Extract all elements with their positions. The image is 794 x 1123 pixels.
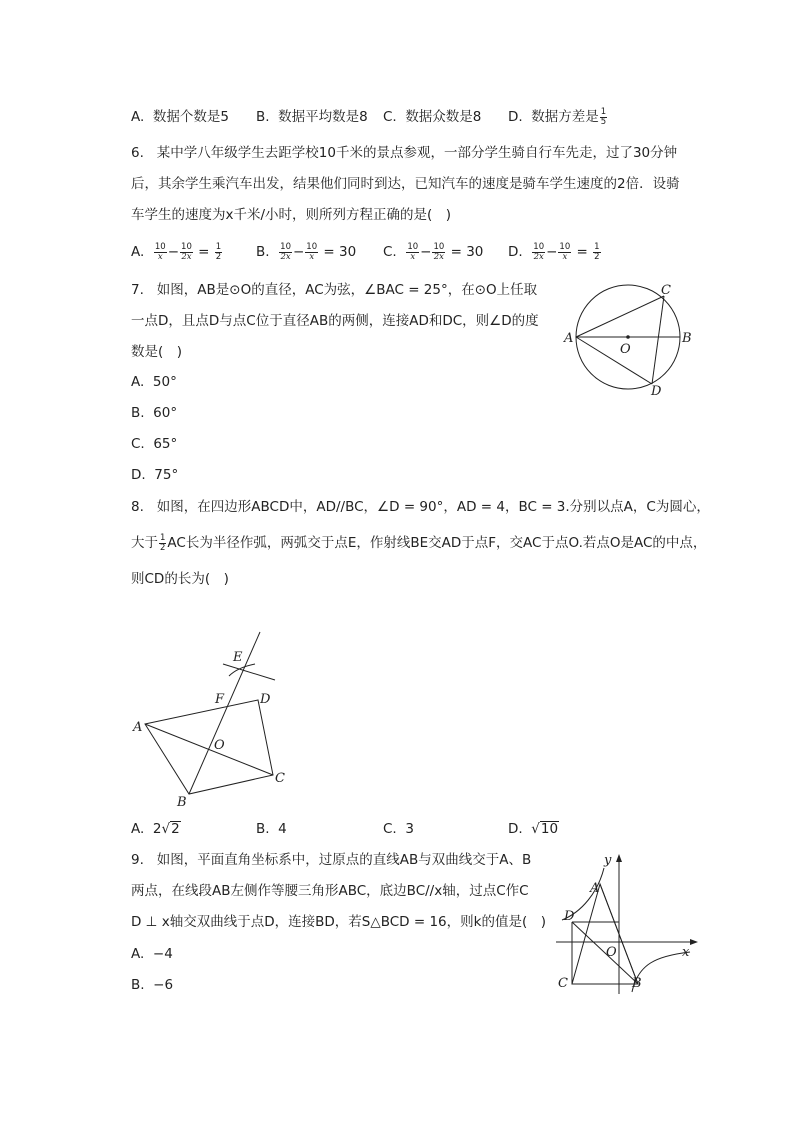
chord-dc [652, 296, 664, 384]
label-o: O [620, 342, 631, 357]
q8-option-b[interactable] [256, 819, 287, 839]
q8-option-d[interactable]: D. √10 [508, 821, 559, 837]
option-text: 75° [154, 467, 179, 483]
label-d: D [564, 909, 575, 924]
fraction: $\frac{10}{x}$ [306, 241, 318, 262]
q7-stem-line-1 [131, 280, 537, 300]
fraction: $\frac{1}{2}$ [160, 532, 166, 553]
segment-bd [572, 922, 638, 984]
y-axis-arrow [616, 854, 622, 862]
question-number: 6. [131, 145, 144, 161]
label-o: O [606, 945, 617, 960]
option-letter: A. [131, 821, 145, 837]
option-letter: D. [508, 244, 523, 260]
question-number: 7. [131, 282, 144, 298]
fraction: $\frac{10}{x}$ [559, 241, 571, 262]
q7-stem-line-2: 一点D，且点D与点C位于直径AB的两侧，连接AD和DC，则∠D的度 [131, 313, 539, 329]
radicand: 10 [540, 821, 559, 837]
label-a: A [590, 881, 600, 896]
label-d: D [651, 384, 662, 399]
q9-option-b[interactable] [131, 975, 173, 995]
option-text: 数据平均数是8 [278, 109, 368, 125]
label-y: y [604, 853, 612, 868]
option-letter: B. [256, 821, 270, 837]
label-c: C [558, 976, 568, 991]
q8-quadrilateral-figure [125, 628, 295, 813]
q9-stem-line-2: 两点，在线段AB左侧作等腰三角形ABC，底边BC//x轴，过点C作C [131, 883, 529, 899]
question-text: 如图，在四边形ABCD中，AD//BC，∠D = 90°，AD = 4，BC = 3.分别以点A，C为圆心， [156, 499, 710, 515]
q8-stem-line-2 [131, 533, 706, 553]
q7-option-c[interactable] [131, 434, 177, 454]
text-segment: 大于 [131, 535, 158, 551]
option-letter: C. [383, 109, 397, 125]
option-letter: B. [256, 244, 270, 260]
option-letter: A. [131, 109, 145, 125]
fraction: $\frac{1}{2}$ [215, 241, 222, 262]
question-number: 8. [131, 499, 144, 515]
fraction: $\frac{10}{x}$ [407, 241, 419, 262]
option-text: 数据众数是8 [405, 109, 482, 125]
fraction: $\frac{10}{2x}$ [433, 241, 445, 262]
question-text: 如图，平面直角坐标系中，过原点的直线AB与双曲线交于A、B [156, 852, 532, 868]
q6-stem-line-2: 后，其余学生乘汽车出发，结果他们同时到达，已知汽车的速度是骑车学生速度的2倍．设骑 [131, 176, 680, 192]
q6-option-a[interactable]: A. $\frac{10}{x}$ − $\frac{10}{2x}$ = $\frac{1}{2}$ [131, 241, 222, 262]
text-segment: AC长为半径作弧，两弧交于点E，作射线BE交AD于点F，交AC于点O.若点O是AC的中点， [167, 535, 707, 551]
option-text: 数据个数是5 [152, 109, 229, 125]
center-point [626, 335, 630, 339]
fraction: $\frac{10}{2x}$ [280, 241, 291, 262]
option-letter: A. [131, 946, 145, 962]
option-text: −4 [152, 946, 173, 962]
quadrilateral-abcd [145, 700, 273, 794]
option-text: 4 [278, 821, 287, 837]
label-b: B [177, 795, 187, 810]
label-d: D [260, 692, 271, 707]
option-letter: A. [131, 244, 145, 260]
q7-option-d[interactable] [131, 465, 178, 485]
option-letter: C. [131, 436, 145, 452]
radicand: 2 [171, 821, 180, 837]
question-text: 某中学八年级学生去距学校10千米的景点参观，一部分学生骑自行车先走，过了30分钟 [156, 145, 678, 161]
q5-option-b[interactable] [256, 107, 368, 127]
q8-stem-line-1 [131, 497, 710, 517]
q7-stem-line-3: 数是( ) [131, 344, 183, 360]
option-text: −6 [153, 977, 174, 993]
option-text: 数据方差是 [531, 109, 599, 125]
q6-stem-line-1 [131, 143, 677, 163]
q8-option-c[interactable] [383, 819, 414, 839]
fraction: $\frac{1}{2}$ [594, 241, 600, 262]
rhs-value: 30 [466, 244, 484, 260]
label-b: B [632, 976, 642, 991]
q6-option-d[interactable]: D. $\frac{10}{2x}$ − $\frac{10}{x}$ = $\frac{1}{2}$ [508, 241, 600, 262]
ray-be [189, 632, 260, 794]
fraction: $\frac{10}{2x}$ [533, 241, 545, 262]
q9-coordinate-figure [552, 852, 702, 997]
label-o: O [214, 738, 225, 753]
q8-stem-line-3: 则CD的长为( ) [131, 571, 229, 587]
option-letter: C. [383, 821, 397, 837]
q5-option-c[interactable] [383, 107, 481, 127]
arc-mark-1 [223, 664, 275, 680]
fraction: $\frac{1}{5}$ [600, 106, 607, 127]
x-axis-arrow [690, 939, 698, 945]
q8-option-a[interactable]: A. 2√2 [131, 821, 180, 837]
option-letter: B. [256, 109, 270, 125]
question-text: 如图，AB是⊙O的直径，AC为弦，∠BAC = 25°，在⊙O上任取 [156, 282, 538, 298]
label-e: E [233, 650, 243, 665]
q5-option-a[interactable] [131, 107, 229, 127]
rhs-value: 30 [339, 244, 357, 260]
option-text: 65° [153, 436, 178, 452]
q7-circle-figure [560, 280, 700, 400]
option-letter: B. [131, 977, 145, 993]
fraction: $\frac{10}{x}$ [154, 241, 166, 262]
option-text: 50° [152, 374, 177, 390]
label-a: A [564, 331, 574, 346]
option-letter: B. [131, 405, 145, 421]
option-text: 3 [405, 821, 414, 837]
option-letter: C. [383, 244, 397, 260]
label-a: A [133, 720, 143, 735]
question-number: 9. [131, 852, 144, 868]
q7-option-a[interactable] [131, 372, 177, 392]
q5-option-d[interactable] [508, 107, 608, 127]
fraction: $\frac{10}{2x}$ [181, 241, 192, 262]
option-letter: A. [131, 374, 145, 390]
option-letter: D. [508, 821, 523, 837]
label-f: F [215, 692, 225, 707]
label-c: C [275, 771, 285, 786]
q6-stem-line-3: 车学生的速度为x千米/小时，则所列方程正确的是( ) [131, 207, 452, 223]
q9-stem-line-3: D ⊥ x轴交双曲线于点D，连接BD，若S△BCD = 16，则k的值是( ) [131, 914, 546, 930]
option-letter: D. [131, 467, 146, 483]
q9-option-a[interactable] [131, 944, 173, 964]
coefficient: 2 [152, 821, 162, 837]
q9-stem-line-1 [131, 850, 531, 870]
chord-ad [576, 337, 652, 384]
q7-option-b[interactable] [131, 403, 177, 423]
option-text: 60° [153, 405, 178, 421]
option-letter: D. [508, 109, 523, 125]
label-b: B [682, 331, 692, 346]
q6-option-b[interactable]: B. $\frac{10}{2x}$ − $\frac{10}{x}$ = 30 [256, 241, 357, 262]
label-c: C [661, 283, 671, 298]
label-x: x [682, 945, 690, 960]
q6-option-c[interactable]: C. $\frac{10}{x}$ − $\frac{10}{2x}$ = 30 [383, 241, 484, 262]
triangle-abc [572, 884, 638, 984]
